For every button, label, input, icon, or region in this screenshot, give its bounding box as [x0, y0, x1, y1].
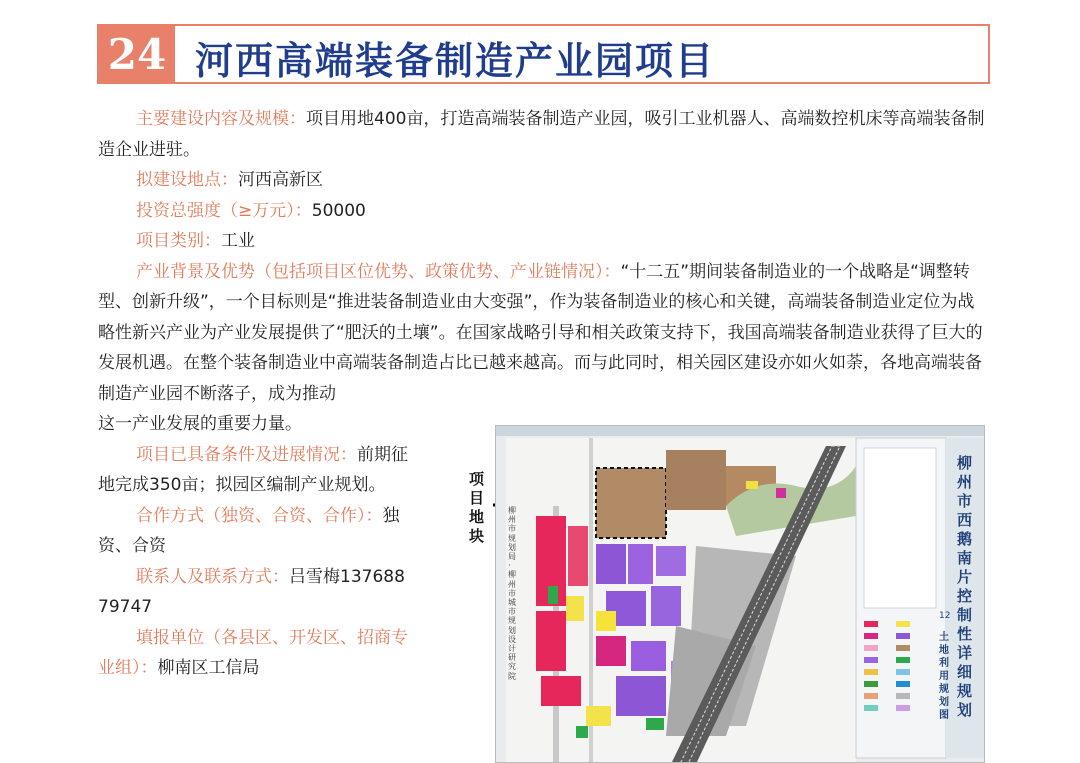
- section-number: 24: [99, 26, 175, 82]
- location-label: 拟建设地点：: [136, 170, 238, 190]
- map-graphic: [496, 426, 985, 763]
- category-paragraph: [98, 226, 990, 257]
- scale-label: 主要建设内容及规模：: [136, 109, 306, 129]
- map-vertical-org: 柳州市规划局·柳州市城市规划设计研究院: [508, 506, 516, 681]
- background-text: “十二五”期间装备制造业的一个战略是“调整转型、创新升级”，一个目标则是“推进装备制造业由大变强”，作为装备制造业的核心和关键，高端装备制造业定位为战略性新兴产业为产业发展提供了“肥沃的土壤”。在国家战略引导和相关政策支持下，我国高端装备制造业获得了巨大的发展机遇。在整个装备制造业中高端装备制造占比已越来越高。而与此同时，相关园区建设亦如火如荼，各地高端装备制造产业园不断落子，成为推动: [98, 261, 983, 404]
- unit-paragraph: [98, 623, 410, 684]
- investment-paragraph: [98, 196, 990, 227]
- project-plot-label: 项目地块: [469, 470, 485, 545]
- conditions-paragraph: [98, 440, 410, 501]
- unit-text: 柳南区工信局: [157, 658, 260, 678]
- unit-label: 填报单位（各县区、开发区、招商专业组）：: [98, 627, 408, 678]
- background-continuation: 这一产业发展的重要力量。: [98, 414, 302, 434]
- section-header: [97, 24, 990, 84]
- map-side-subtitle: 土地利用规划图: [939, 632, 949, 721]
- contact-paragraph: [98, 562, 410, 623]
- map-side-number: 12: [939, 611, 951, 621]
- cooperation-paragraph: [98, 501, 410, 562]
- background-paragraph: [98, 257, 990, 410]
- background-label: 产业背景及优势（包括项目区位优势、政策优势、产业链情况）：: [136, 261, 621, 282]
- location-text: 河西高新区: [238, 170, 323, 190]
- category-text: 工业: [221, 231, 255, 251]
- land-use-plan-map: [495, 425, 985, 763]
- investment-label: 投资总强度（≥万元）：: [136, 200, 312, 221]
- contact-label: 联系人及联系方式：: [136, 566, 289, 587]
- investment-text: 50000: [311, 200, 366, 221]
- conditions-text: 前期征地完成350亩；拟园区编制产业规划。: [98, 444, 408, 495]
- page-title: 河西高端装备制造产业园项目: [195, 38, 716, 83]
- map-side-title: 柳州市西鹅南片控制性详细规划: [957, 454, 973, 719]
- contact-text: 吕雪梅13768879747: [98, 566, 405, 617]
- category-label: 项目类别：: [136, 231, 221, 251]
- cooperation-label: 合作方式（独资、合资、合作）：: [136, 505, 383, 526]
- scale-text: 项目用地400亩，打造高端装备制造产业园，吸引工业机器人、高端数控机床等高端装备制造企业进驻。: [98, 109, 985, 160]
- scale-paragraph: [98, 104, 990, 165]
- conditions-label: 项目已具备条件及进展情况：: [136, 444, 357, 465]
- location-paragraph: [98, 165, 990, 196]
- cooperation-text: 独资、合资: [98, 505, 400, 556]
